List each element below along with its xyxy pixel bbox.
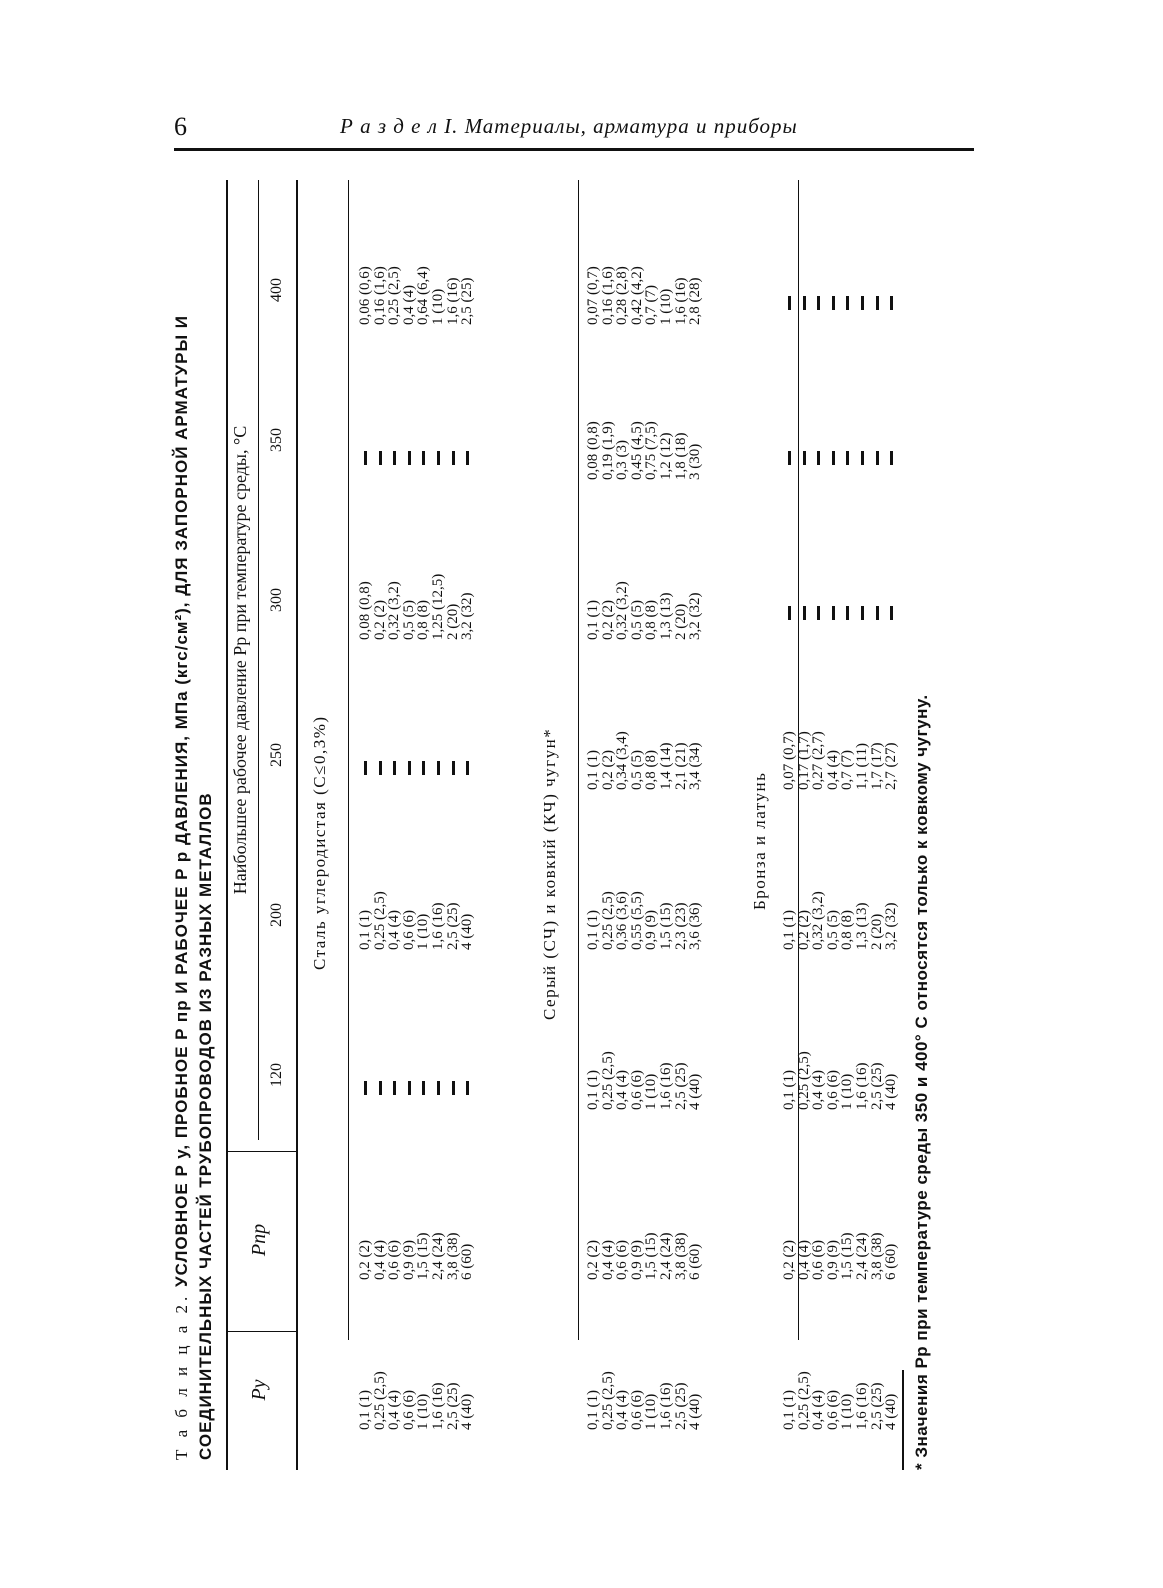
section-rule [348,180,349,1340]
dash-mark [803,296,806,310]
col-header-ppr [248,1190,271,1290]
dash-mark [788,606,791,620]
header-rule [174,148,974,151]
dash-mark [466,761,469,775]
dash-mark [788,451,791,465]
footnote-rule [902,1370,904,1470]
dash-mark [422,451,425,465]
col-header-py [248,1350,271,1430]
t300-values: 0,1 (1) 0,2 (2) 0,32 (3,2) 0,5 (5) 0,8 (8) 1,3 (13) 2 (20) 3,2 (32) [585,581,704,640]
section-heading: Серый (СЧ) и ковкий (КЧ) чугун* [540,727,559,1020]
dash-mark [437,761,440,775]
dash-mark [846,296,849,310]
dash-mark [452,761,455,775]
dash-mark [832,296,835,310]
t300-values: 0,08 (0,8) 0,2 (2) 0,32 (3,2) 0,5 (5) 0,8 (8) 1,25 (12,5) 2 (20) 3,2 (32) [357,573,476,640]
dash-mark [890,296,893,310]
dash-mark [437,451,440,465]
temp-300: 300 [268,588,285,612]
t120-values: 0,1 (1) 0,25 (2,5) 0,4 (4) 0,6 (6) 1 (10) 1,6 (16) 2,5 (25) 4 (40) [781,1051,900,1110]
dash-mark [876,296,879,310]
dash-mark [861,296,864,310]
dash-mark [408,761,411,775]
dash-mark [861,606,864,620]
table-top-rule [226,180,228,1470]
dash-mark [466,1081,469,1095]
temp-400: 400 [268,278,285,302]
t200-values: 0,1 (1) 0,25 (2,5) 0,4 (4) 0,6 (6) 1 (10) 1,6 (16) 2,5 (25) 4 (40) [357,891,476,950]
temp-header-rule [258,180,259,1140]
dash-mark [817,296,820,310]
running-head: Р а з д е л I. Материалы, арматура и приборы [340,114,798,138]
dash-mark [846,451,849,465]
footnote: * Значения Pр при температуре среды 350 и 400° С относятся только к ковкому чугуну. [912,694,931,1470]
dash-mark [876,451,879,465]
temp-350: 350 [268,428,285,452]
dash-mark [890,451,893,465]
dash-mark [379,761,382,775]
dash-mark [422,1081,425,1095]
dash-mark [832,606,835,620]
section-heading: Бронза и латунь [750,771,769,910]
t250-values: 0,1 (1) 0,2 (2) 0,34 (3,4) 0,5 (5) 0,8 (8) 1,4 (14) 2,1 (21) 3,4 (34) [585,731,704,790]
py-values: 0,1 (1) 0,25 (2,5) 0,4 (4) 0,6 (6) 1 (10) 1,6 (16) 2,5 (25) 4 (40) [781,1371,900,1430]
dash-mark [788,296,791,310]
dash-mark [817,451,820,465]
dash-mark [393,451,396,465]
dash-mark [452,451,455,465]
header-bottom-rule [296,180,298,1470]
temp-250: 250 [268,743,285,767]
ppr-values: 0,2 (2) 0,4 (4) 0,6 (6) 0,9 (9) 1,5 (15) 2,4 (24) 3,8 (38) 6 (60) [781,1232,900,1280]
py-values: 0,1 (1) 0,25 (2,5) 0,4 (4) 0,6 (6) 1 (10) 1,6 (16) 2,5 (25) 4 (40) [585,1371,704,1430]
dash-mark [408,451,411,465]
dash-mark [408,1081,411,1095]
t400-values: 0,06 (0,6) 0,16 (1,6) 0,25 (2,5) 0,4 (4) 0,64 (6,4) 1 (10) 1,6 (16) 2,5 (25) [357,266,476,325]
dash-mark [803,606,806,620]
header-divider [226,1331,296,1332]
t400-values: 0,07 (0,7) 0,16 (1,6) 0,28 (2,8) 0,42 (4,2) 0,7 (7) 1 (10) 1,6 (16) 2,8 (28) [585,266,704,325]
col-header-pp-group: Наибольшее рабочее давление Pр при температуре среды, °С [230,425,250,895]
dash-mark [393,761,396,775]
dash-mark [379,451,382,465]
py-symbol: Pу [248,1379,270,1401]
dash-mark [364,451,367,465]
t350-values: 0,08 (0,8) 0,19 (1,9) 0,3 (3) 0,45 (4,5) 0,75 (7,5) 1,2 (12) 1,8 (18) 3 (30) [585,421,704,480]
temp-120: 120 [268,1063,285,1087]
table-caption [170,180,218,1460]
temp-200: 200 [268,903,285,927]
dash-mark [422,761,425,775]
t200-values: 0,1 (1) 0,25 (2,5) 0,36 (3,6) 0,55 (5,5) 0,9 (9) 1,5 (15) 2,3 (23) 3,6 (36) [585,891,704,950]
t250-values: 0,07 (0,7) 0,17 (1,7) 0,27 (2,7) 0,4 (4) 0,7 (7) 1,1 (11) 1,7 (17) 2,7 (27) [781,731,900,790]
dash-mark [452,1081,455,1095]
dash-mark [817,606,820,620]
rotated-table [170,170,970,1470]
t120-values: 0,1 (1) 0,25 (2,5) 0,4 (4) 0,6 (6) 1 (10) 1,6 (16) 2,5 (25) 4 (40) [585,1051,704,1110]
section-heading: Сталь углеродистая (С≤0,3%) [310,715,329,970]
section-rule [578,180,579,1340]
dash-mark [393,1081,396,1095]
dash-mark [846,606,849,620]
ppr-values: 0,2 (2) 0,4 (4) 0,6 (6) 0,9 (9) 1,5 (15) 2,4 (24) 3,8 (38) 6 (60) [585,1232,704,1280]
ppr-values: 0,2 (2) 0,4 (4) 0,6 (6) 0,9 (9) 1,5 (15) 2,4 (24) 3,8 (38) 6 (60) [357,1232,476,1280]
header-divider [226,1151,296,1152]
dash-mark [832,451,835,465]
dash-mark [437,1081,440,1095]
dash-mark [890,606,893,620]
ppr-symbol: Pпр [248,1223,270,1257]
dash-mark [364,1081,367,1095]
dash-mark [364,761,367,775]
table-label: Т а б л и ц а 2. [172,1292,191,1460]
page-number: 6 [174,112,187,141]
dash-mark [876,606,879,620]
dash-mark [803,451,806,465]
py-values: 0,1 (1) 0,25 (2,5) 0,4 (4) 0,6 (6) 1 (10) 1,6 (16) 2,5 (25) 4 (40) [357,1371,476,1430]
dash-mark [466,451,469,465]
t200-values: 0,1 (1) 0,2 (2) 0,32 (3,2) 0,5 (5) 0,8 (8) 1,3 (13) 2 (20) 3,2 (32) [781,891,900,950]
dash-mark [861,451,864,465]
table-title: УСЛОВНОЕ P у, ПРОБНОЕ P пр И РАБОЧЕЕ P р ДАВЛЕНИЯ, МПа (кгс/см²), ДЛЯ ЗАПОРНОЙ АРМАТУРЫ И СОЕДИНИТЕЛЬНЫХ ЧАСТЕЙ ТРУБОПРОВОДОВ ИЗ РАЗНЫХ МЕТАЛЛОВ [172,314,215,1460]
dash-mark [379,1081,382,1095]
